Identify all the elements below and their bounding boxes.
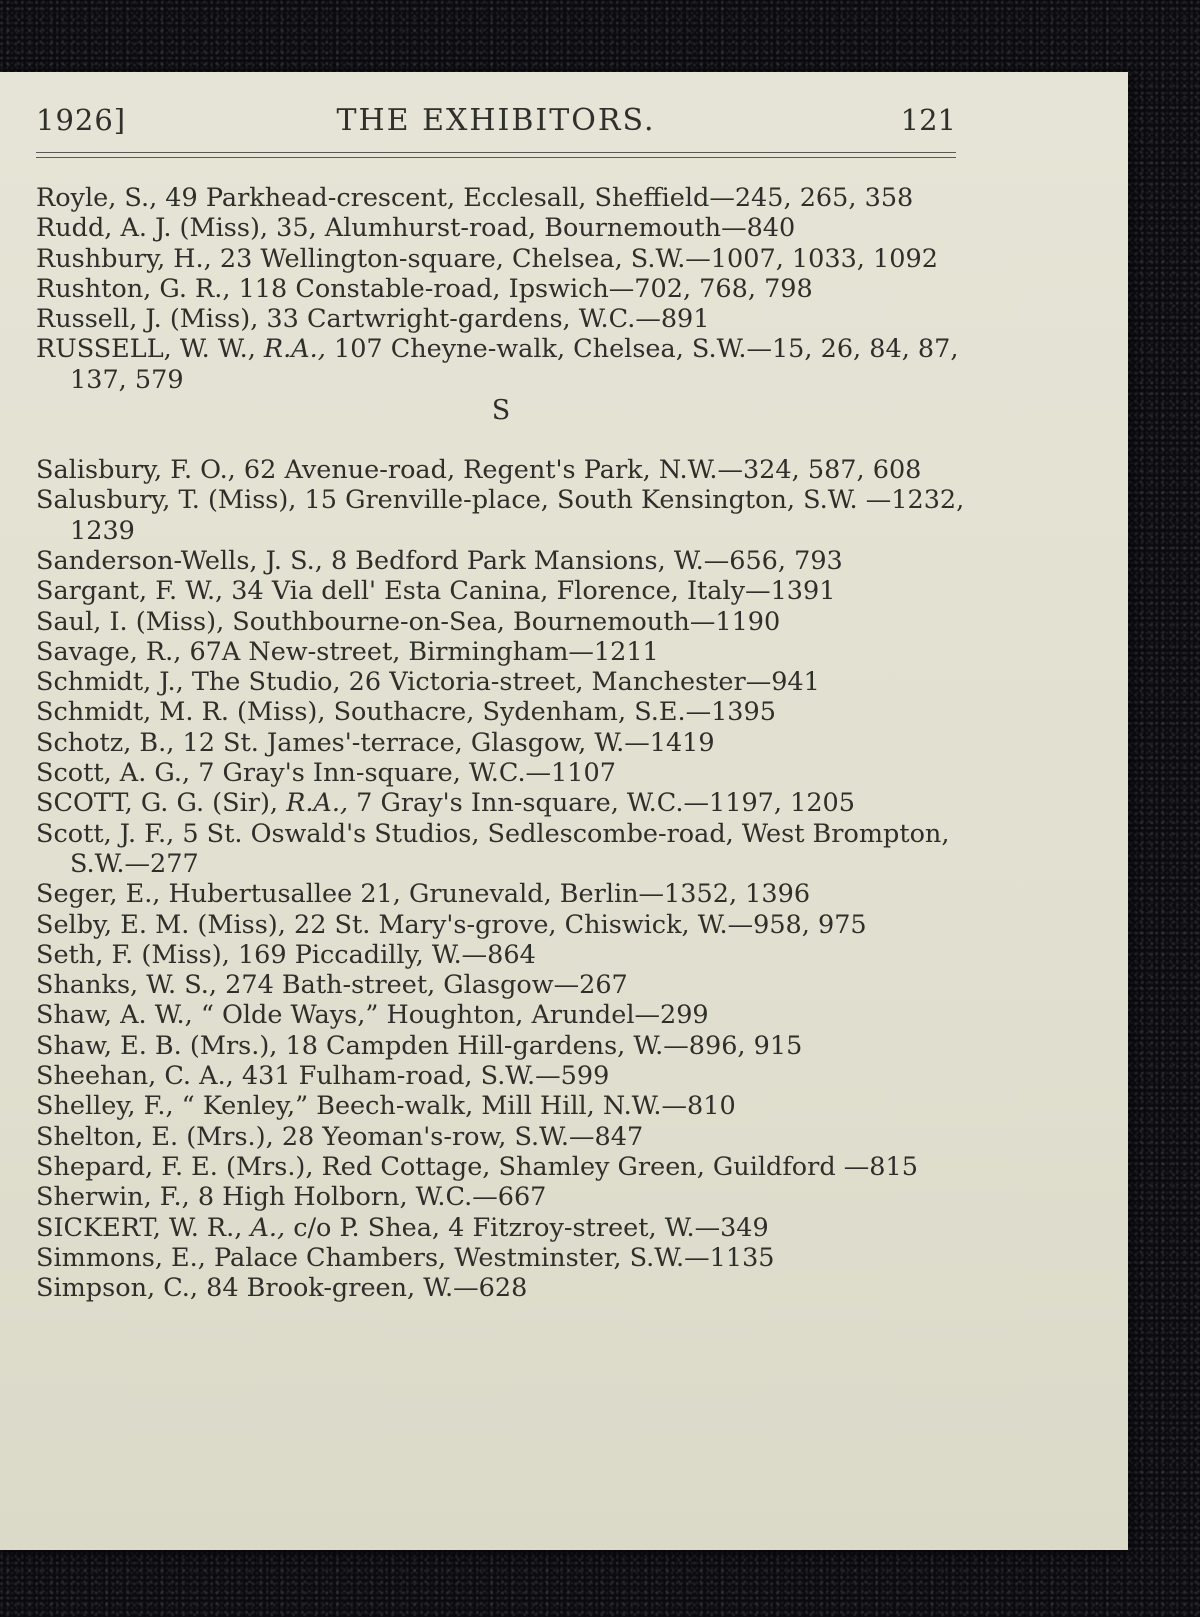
exhibitor-name: SICKERT, W. R., bbox=[36, 1212, 243, 1243]
exhibitor-entry bbox=[36, 728, 966, 758]
exhibitor-name: Savage, R., bbox=[36, 636, 182, 667]
exhibitor-name: Scott, A. G., bbox=[36, 758, 191, 789]
exhibitor-entry bbox=[36, 940, 966, 970]
exhibitor-entry bbox=[36, 1000, 966, 1030]
exhibitor-address-works: “ Kenley,” Beech-walk, Mill Hill, N.W.—810 bbox=[181, 1091, 736, 1122]
exhibitor-name: Sanderson-Wells, J. S., bbox=[36, 545, 323, 576]
exhibitor-entry bbox=[36, 910, 966, 940]
exhibitor-entry bbox=[36, 819, 966, 880]
exhibitor-name: Schotz, B., bbox=[36, 727, 175, 758]
exhibitor-address-works: Southacre, Sydenham, S.E.—1395 bbox=[333, 697, 776, 728]
exhibitor-address-works: 22 St. Mary's-grove, Chiswick, W.—958, 975 bbox=[293, 909, 867, 940]
exhibitor-entry bbox=[36, 607, 966, 637]
exhibitor-name: Scott, J. F., bbox=[36, 818, 175, 849]
exhibitor-name: RUSSELL, W. W., bbox=[36, 334, 256, 365]
section-letter: S bbox=[491, 395, 511, 427]
header-rule-bottom bbox=[36, 157, 956, 158]
exhibitor-address-works: Palace Chambers, Westminster, S.W.—1135 bbox=[214, 1242, 775, 1273]
exhibitor-address-works: 8 High Holborn, W.C.—667 bbox=[197, 1182, 547, 1213]
exhibitor-name: Sherwin, F., bbox=[36, 1182, 190, 1213]
exhibitor-entry bbox=[36, 1091, 966, 1121]
page-header bbox=[36, 103, 956, 147]
exhibitor-address-works: Hubertusallee 21, Grunevald, Berlin—1352, 1396 bbox=[168, 879, 811, 910]
exhibitor-entry bbox=[36, 667, 966, 697]
exhibitor-name: Rudd, A. J. (Miss), bbox=[36, 213, 269, 244]
exhibitor-entry bbox=[36, 758, 966, 788]
exhibitor-name: Salusbury, T. (Miss), bbox=[36, 485, 297, 516]
exhibitor-address-works: 62 Avenue-road, Regent's Park, N.W.—324, 587, 608 bbox=[243, 455, 922, 486]
exhibitor-address-works: 118 Constable-road, Ipswich—702, 768, 798 bbox=[238, 273, 813, 304]
exhibitor-entry bbox=[36, 1061, 966, 1091]
exhibitor-entry bbox=[36, 1213, 966, 1243]
exhibitor-address-works: 34 Via dell' Esta Canina, Florence, Italy—1391 bbox=[231, 576, 836, 607]
exhibitor-name: Rushton, G. R., bbox=[36, 273, 231, 304]
exhibitor-name: Shaw, E. B. (Mrs.), bbox=[36, 1030, 278, 1061]
exhibitor-address-works: 431 Fulham-road, S.W.—599 bbox=[241, 1061, 610, 1092]
exhibitor-name: Schmidt, M. R. (Miss), bbox=[36, 697, 326, 728]
exhibitor-name: Shepard, F. E. (Mrs.), bbox=[36, 1151, 314, 1182]
exhibitor-address-works: 33 Cartwright-gardens, W.C.—891 bbox=[266, 304, 710, 335]
exhibitor-entry bbox=[36, 213, 966, 243]
exhibitor-address-works: 28 Yeoman's-row, S.W.—847 bbox=[281, 1121, 644, 1152]
exhibitor-entry bbox=[36, 485, 966, 546]
exhibitor-address-works: c/o P. Shea, 4 Fitzroy-street, W.—349 bbox=[293, 1212, 769, 1243]
exhibitor-entry bbox=[36, 576, 966, 606]
exhibitor-address-works: The Studio, 26 Victoria-street, Manchester—941 bbox=[191, 667, 820, 698]
exhibitor-entry bbox=[36, 455, 966, 485]
exhibitor-name: Sheehan, C. A., bbox=[36, 1061, 234, 1092]
header-rule-top bbox=[36, 152, 956, 153]
entries-s-section bbox=[36, 455, 966, 1303]
exhibitor-name: Royle, S., bbox=[36, 183, 158, 213]
exhibitor-name: Simpson, C., bbox=[36, 1273, 199, 1304]
exhibitor-list bbox=[36, 183, 966, 1303]
exhibitor-entry bbox=[36, 788, 966, 818]
exhibitor-address-works: 23 Wellington-square, Chelsea, S.W.—1007, 1033, 1092 bbox=[219, 243, 938, 274]
exhibitor-name: Rushbury, H., bbox=[36, 243, 212, 274]
exhibitor-entry bbox=[36, 1273, 966, 1303]
exhibitor-entry bbox=[36, 1152, 966, 1182]
header-page-number: 121 bbox=[900, 103, 956, 137]
exhibitor-address-works: “ Olde Ways,” Houghton, Arundel—299 bbox=[200, 1000, 709, 1031]
exhibitor-name: Shelton, E. (Mrs.), bbox=[36, 1121, 274, 1152]
exhibitor-address-works: 169 Piccadilly, W.—864 bbox=[237, 939, 536, 970]
exhibitor-entry bbox=[36, 1182, 966, 1212]
exhibitor-name: Seger, E., bbox=[36, 879, 161, 910]
exhibitor-name: Saul, I. (Miss), bbox=[36, 606, 225, 637]
header-title: THE EXHIBITORS. bbox=[336, 103, 656, 138]
exhibitor-entry bbox=[36, 274, 966, 304]
exhibitor-name: SCOTT, G. G. (Sir), bbox=[36, 788, 279, 819]
exhibitor-name: Shelley, F., bbox=[36, 1091, 174, 1122]
exhibitor-address-works: 7 Gray's Inn-square, W.C.—1107 bbox=[198, 758, 616, 789]
exhibitor-address-works: Southbourne-on-Sea, Bournemouth—1190 bbox=[232, 606, 781, 637]
exhibitor-entry bbox=[36, 970, 966, 1000]
exhibitor-name: Sargant, F. W., bbox=[36, 576, 224, 607]
exhibitor-name: Russell, J. (Miss), bbox=[36, 304, 259, 335]
exhibitor-address-works: 12 St. James'-terrace, Glasgow, W.—1419 bbox=[182, 727, 715, 758]
exhibitor-entry bbox=[36, 879, 966, 909]
exhibitor-address-works: 8 Bedford Park Mansions, W.—656, 793 bbox=[330, 545, 843, 576]
exhibitor-entry bbox=[36, 546, 966, 576]
exhibitor-name: Schmidt, J., bbox=[36, 667, 184, 698]
exhibitor-address-works: 107 Cheyne-walk, Chelsea, S.W.—15, 26, 84, 87, 137, 579 bbox=[70, 334, 959, 395]
exhibitor-address-works: Red Cottage, Shamley Green, Guildford —815 bbox=[321, 1151, 918, 1182]
exhibitor-rank: R.A., bbox=[286, 788, 349, 819]
exhibitor-name: Salisbury, F. O., bbox=[36, 455, 236, 486]
entries-r-section bbox=[36, 183, 966, 395]
exhibitor-entry bbox=[36, 244, 966, 274]
exhibitor-address-works: 274 Bath-street, Glasgow—267 bbox=[225, 970, 628, 1001]
exhibitor-address-works: 15 Grenville-place, South Kensington, S.W. —1232, 1239 bbox=[70, 485, 965, 546]
exhibitor-address-works: 67A New-street, Birmingham—1211 bbox=[189, 636, 659, 667]
exhibitor-entry bbox=[36, 1243, 966, 1273]
exhibitor-entry bbox=[36, 637, 966, 667]
exhibitor-address-works: 5 St. Oswald's Studios, Sedlescombe-road, West Brompton, S.W.—277 bbox=[70, 818, 950, 879]
exhibitor-address-works: 84 Brook-green, W.—628 bbox=[206, 1273, 528, 1304]
exhibitor-name: Shanks, W. S., bbox=[36, 970, 218, 1001]
exhibitor-name: Simmons, E., bbox=[36, 1242, 206, 1273]
exhibitor-address-works: 49 Parkhead-crescent, Ecclesall, Sheffield—245, 265, 358 bbox=[165, 183, 914, 213]
exhibitor-address-works: 7 Gray's Inn-square, W.C.—1197, 1205 bbox=[356, 788, 856, 819]
exhibitor-entry bbox=[36, 1122, 966, 1152]
header-year: 1926] bbox=[36, 103, 127, 137]
exhibitor-entry bbox=[36, 334, 966, 395]
exhibitor-address-works: 18 Campden Hill-gardens, W.—896, 915 bbox=[285, 1030, 803, 1061]
exhibitor-rank: A., bbox=[250, 1212, 286, 1243]
exhibitor-entry bbox=[36, 304, 966, 334]
exhibitor-name: Shaw, A. W., bbox=[36, 1000, 193, 1031]
exhibitor-address-works: 35, Alumhurst-road, Bournemouth—840 bbox=[276, 213, 796, 244]
exhibitor-entry bbox=[36, 697, 966, 727]
exhibitor-rank: R.A., bbox=[263, 334, 326, 365]
exhibitor-entry bbox=[36, 183, 966, 213]
exhibitor-name: Selby, E. M. (Miss), bbox=[36, 909, 286, 940]
exhibitor-entry bbox=[36, 1031, 966, 1061]
exhibitor-name: Seth, F. (Miss), bbox=[36, 939, 230, 970]
